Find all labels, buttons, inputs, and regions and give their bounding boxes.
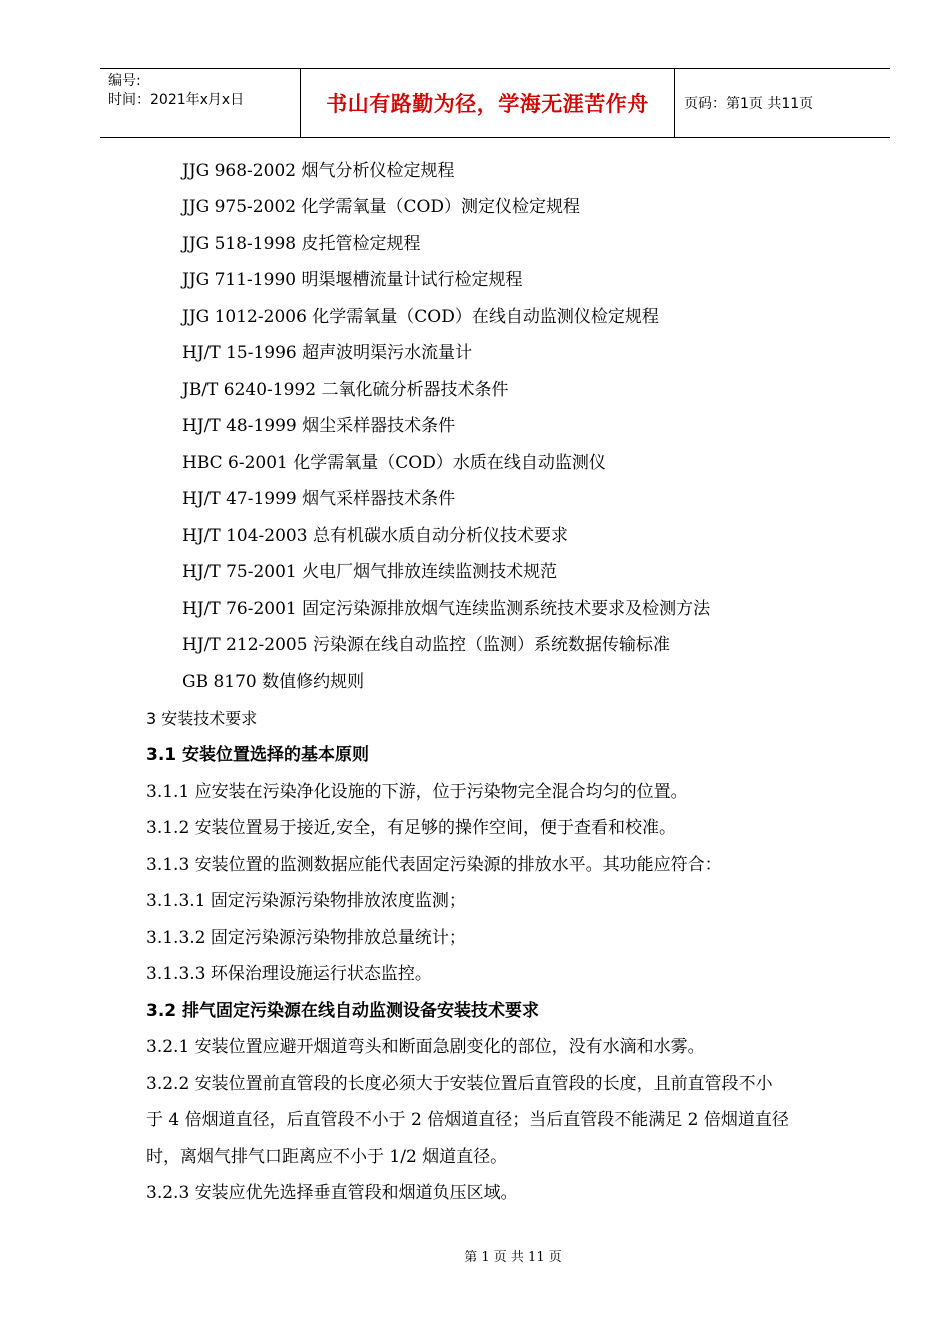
document-number-label: 编号: — [108, 73, 141, 89]
clause-3-2-1: 3.2.1 安装位置应避开烟道弯头和断面急剧变化的部位，没有水滴和水雾。 — [146, 1037, 705, 1057]
reference-item: JJG 968-2002 烟气分析仪检定规程 — [182, 161, 455, 181]
section-3-heading: 3 安装技术要求 — [146, 709, 258, 728]
reference-item: JJG 711-1990 明渠堰槽流量计试行检定规程 — [182, 270, 523, 290]
reference-item: JJG 975-2002 化学需氧量（COD）测定仪检定规程 — [182, 197, 581, 217]
reference-item: HJ/T 212-2005 污染源在线自动监控（监测）系统数据传输标准 — [182, 635, 670, 655]
header-page-info: 页码：第1页 共11页 — [684, 96, 814, 112]
clause-3-2-2-line-1: 3.2.2 安装位置前直管段的长度必须大于安装位置后直管段的长度，且前直管段不小 — [146, 1074, 773, 1094]
clause-3-1-1: 3.1.1 应安装在污染净化设施的下游，位于污染物完全混合均匀的位置。 — [146, 782, 688, 802]
document-date: 时间：2021年x月x日 — [108, 92, 245, 108]
page-header — [100, 68, 890, 138]
reference-item: HJ/T 75-2001 火电厂烟气排放连续监测技术规范 — [182, 562, 558, 582]
reference-item: HJ/T 15-1996 超声波明渠污水流量计 — [182, 343, 473, 363]
header-motto: 书山有路勤为径，学海无涯苦作舟 — [301, 69, 675, 137]
clause-3-1-3-1: 3.1.3.1 固定污染源污染物排放浓度监测； — [146, 891, 466, 911]
section-3-1-heading: 3.1 安装位置选择的基本原则 — [146, 745, 370, 765]
reference-item: JJG 1012-2006 化学需氧量（COD）在线自动监测仪检定规程 — [182, 307, 659, 327]
clause-3-1-2: 3.1.2 安装位置易于接近,安全，有足够的操作空间，便于查看和校准。 — [146, 818, 677, 838]
section-3-2-heading: 3.2 排气固定污染源在线自动监测设备安装技术要求 — [146, 1001, 540, 1021]
page-footer: 第 1 页 共 11 页 — [464, 1250, 562, 1265]
reference-item: HJ/T 48-1999 烟尘采样器技术条件 — [182, 416, 456, 436]
reference-item: HJ/T 47-1999 烟气采样器技术条件 — [182, 489, 456, 509]
clause-3-1-3-3: 3.1.3.3 环保治理设施运行状态监控。 — [146, 964, 432, 984]
reference-item: HJ/T 104-2003 总有机碳水质自动分析仪技术要求 — [182, 526, 568, 546]
clause-3-1-3: 3.1.3 安装位置的监测数据应能代表固定污染源的排放水平。其功能应符合： — [146, 855, 722, 875]
clause-3-2-3: 3.2.3 安装应优先选择垂直管段和烟道负压区域。 — [146, 1183, 518, 1203]
reference-item: GB 8170 数值修约规则 — [182, 672, 365, 692]
header-meta — [100, 69, 301, 137]
reference-item: JJG 518-1998 皮托管检定规程 — [182, 234, 421, 254]
clause-3-2-2-line-2: 于 4 倍烟道直径，后直管段不小于 2 倍烟道直径；当后直管段不能满足 2 倍烟道直径 — [146, 1110, 789, 1130]
reference-item: HJ/T 76-2001 固定污染源排放烟气连续监测系统技术要求及检测方法 — [182, 599, 711, 619]
reference-item: JB/T 6240-1992 二氧化硫分析器技术条件 — [182, 380, 509, 400]
reference-item: HBC 6-2001 化学需氧量（COD）水质在线自动监测仪 — [182, 453, 606, 473]
clause-3-2-2-line-3: 时，离烟气排气口距离应不小于 1/2 烟道直径。 — [146, 1147, 508, 1167]
clause-3-1-3-2: 3.1.3.2 固定污染源污染物排放总量统计； — [146, 928, 466, 948]
